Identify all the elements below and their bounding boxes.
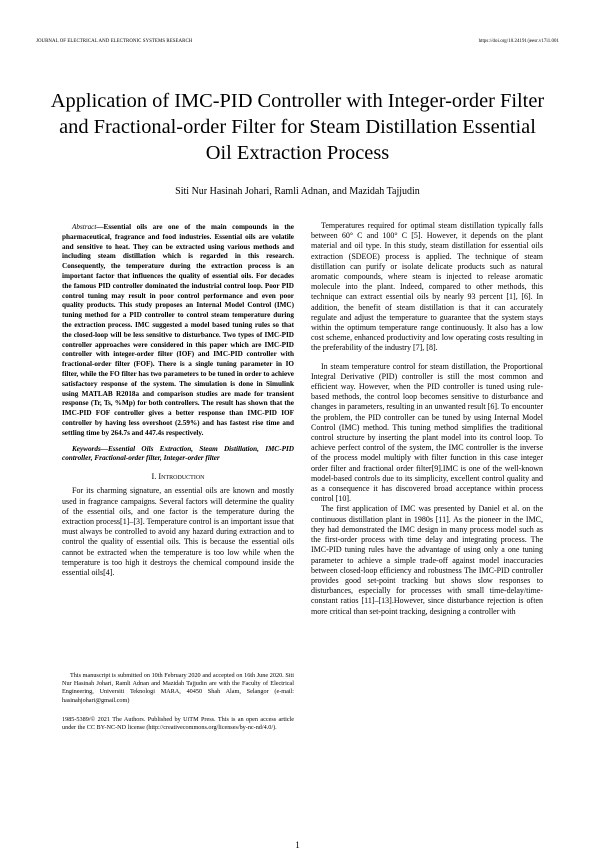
left-column <box>62 223 294 578</box>
page-number: 1 <box>295 840 300 850</box>
abstract-text: —Essential oils are one of the main compounds in the pharmaceutical, fragrance and food industries. Essential oils are volatile and sensitive to heat. They can be extracted using various methods and including steam distillation which is regarded in this research. Consequently, the temperature during the extraction process is an important factor that influences the quality of essential oils. For decades the famous PID controller dominated the industrial control loop. Poor PID control tuning may result in poor control performance and even poor quality products. This study proposes an Internal Model Control (IMC) tuning method for a PID controller to control steam temperature during the extraction process. IMC suggested a model based tuning rules so that the closed-loop will be less sensitive to disturbance. Two types of IMC-PID controller approaches were considered in this paper which are IMC-PID controller with integer-order filter (IOF) and IMC-PID controller with fractional-order filter (FOF). There is a single tuning parameter in IO filter, while the FO filter has two parameters to be tuned in order to achieve satisfactory response of the system. The simulation is done in Simulink using MATLAB R2018a and comparison studies are made for transient response (Tr, Ts, %Mp) for both controllers. The result has shown that the IMC-PID FOF controller gives a better response than IMC-PID IOF controller by having less overshoot (2.59%) and has fastest rise time and settling time by 264.7s and 447.4s respectively. <box>62 223 294 437</box>
body-paragraph-imc-history: The first application of IMC was presented by Daniel et al. on the continuous distillation plant in 1980s [11]. As the pioneer in the IMC, they had demonstrated the IMC design in many process model such as the first-order process with time delay and integrating process. The IMC-PID tuning rules have the advantage of using only a one tuning parameter to achieve a simple trade-off against model inaccuracies between closed-loop efficiency and robustness The IMC-PID controller provides good set-point tracking but shows slow responses to disturbances, especially for processes with small time-delay/time-constant ratios [11]–[13].However, since disturbance rejection is often more critical than set-point tracking, designing a controller with <box>311 504 543 616</box>
body-paragraph-temperatures: Temperatures required for optimal steam distillation typically falls between 60° C and 100° C [5]. However, it depends on the plant material and oil type. In this study, steam distillation for essential oils extraction (SDEOE) process is applied. The technique of steam distillation can purify or isolate delicate products such as natural aromatic compounds, where steam is injected to release aromatic molecule into the plant. Indeed, compared to other methods, this technique can extract essential oils by nearly 93 percent [1], [6]. In addition, the benefit of steam distillation is that it can accurately regulate and adjust the temperature to guarantee that the system stays within the optimum temperature range continuously. It also has a low cost scheme, enhanced productivity and low operating costs resulting in the preferability of the industry [7], [8]. <box>311 221 543 353</box>
footnote-license-text: 1985-5389/© 2021 The Authors. Published by UiTM Press. This is an open access article under the CC BY-NC-ND license (http://creativecommons.org/licenses/by-nc-nd/4.0/). <box>62 716 294 732</box>
journal-header: JOURNAL OF ELECTRICAL AND ELECTRONIC SYSTEMS RESEARCH <box>36 39 193 44</box>
footnote-license <box>62 716 294 732</box>
doi-link[interactable]: https://doi.org/10.24191/jeesr.v17i1.001 <box>478 39 559 44</box>
abstract-label: Abstract <box>72 223 97 231</box>
keywords <box>62 445 294 465</box>
body-paragraph-pid: In steam temperature control for steam distillation, the Proportional Integral Derivative (PID) controller is still the most common and efficient way. However, when the PID controller is tuned using rule-based methods, the control loop becomes sensitive to disturbance and changes in parameters, resulting in an unwanted result [6]. To encounter the problem, the PID controller can be tuned by using Internal Model Control (IMC) method. This tuning method simplifies the traditional control structure by inserting the plant model into its control loop. To achieve perfect control of the system, the IMC controller is the inverse of the process model multiply with filter function in this case integer order filter and fractional order filter[9].IMC is one of the well-known model-based controls due to its simplicity, excellent control quality and as a consequence it has discovered broad acceptance within process control [10]. <box>311 361 543 504</box>
right-column <box>311 221 543 617</box>
keywords-label: Keywords <box>72 444 101 453</box>
footnote-submission-text: This manuscript is submitted on 10th February 2020 and accepted on 16th June 2020. Siti Nur Hasinah Johari, Ramli Adnan and Mazidah Tajjudin are with the Faculty of Electrical Engineering, Universiti Teknologi MARA, 40450 Shah Alam, Selangor (e-mail: hasinahjohari@gmail.com) <box>62 672 294 704</box>
footnote-submission <box>62 672 294 705</box>
section-heading-introduction: I. Introduction <box>151 472 205 482</box>
paper-authors: Siti Nur Hasinah Johari, Ramli Adnan, and Mazidah Tajjudin <box>175 186 420 197</box>
keywords-text: —Essential Oils Extraction, Steam Distillation, IMC-PID controller, Fractional-order filter, Integer-order filter <box>62 444 294 463</box>
intro-paragraph-1: For its charming signature, an essential oils are known and mostly used in fragrance campaigns. Several factors will determine the quality of the essential oils, and one factor is the temperature during the extraction process[1]–[3]. Temperature control is an important issue that must always be controlled to avoid any hazard during extraction and to control the quality of essential oils. This is because the essential oils cannot be extracted when the temperature is too low while when the temperature is too high it destroys the chemical compound inside the essential oils[4]. <box>62 486 294 577</box>
paper-title: Application of IMC-PID Controller with Integer-order Filter and Fractional-order Filter for Steam Distillation Essential Oil Extraction Process <box>50 90 545 164</box>
abstract <box>62 223 294 439</box>
